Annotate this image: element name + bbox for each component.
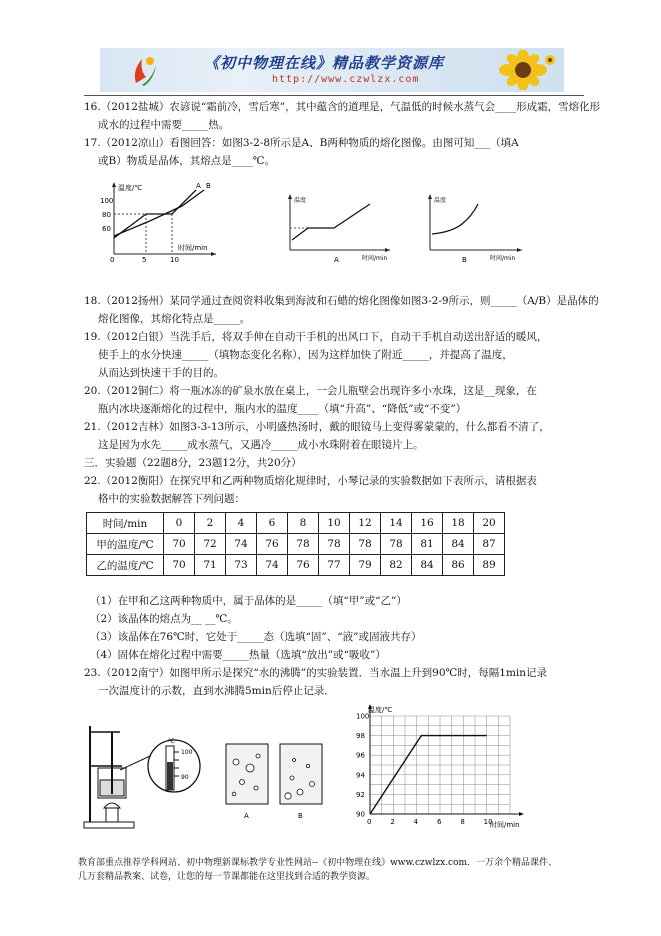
fig3-xlabel: 时间/min	[490, 255, 516, 262]
question-22-part2: （2）该晶体的熔点为__ __℃。	[90, 613, 238, 625]
fig3-ylabel: 温度	[434, 197, 447, 204]
question-22-part3: （3）该晶体在76℃时，它处于_____态（选填“固”、“液”或固液共存）	[90, 631, 422, 643]
table-row-yi: 乙的温度/℃ 70 71 73 74 76 77 79 82 84 86 89	[87, 555, 505, 576]
beakers-ab	[222, 738, 332, 824]
fig1-tick-5: 5	[142, 256, 147, 262]
question-19-line1: 19.（2012白银）当洗手后，将双手伸在自动干手机的出风口下，自动干手机自动送出舒适的暖风，	[84, 331, 548, 343]
banner-title: 《初中物理在线》精品教学资源库	[204, 54, 445, 72]
boil-ytick-94: 94	[356, 771, 365, 780]
question-23-line2: 一次温度计的示数，直到水沸腾5min后停止记录．	[98, 685, 335, 697]
question-16-line1: 16.（2012盐城）农谚说“霜前冷，雪后寒”，其中蕴含的道理是，气温低的时候水蒸气会____形成霜，雪熔化形	[84, 101, 601, 113]
fig1-tick-10: 10	[170, 256, 179, 262]
question-20-line1: 20.（2012铜仁）将一瓶冰冻的矿泉水放在桌上，一会儿瓶壁会出现许多小水珠，这是__现象，在	[84, 385, 537, 397]
question-21-line1: 21.（2012吉林）如图3-3-13所示，小明盛热汤时，戴的眼镜马上变得雾蒙蒙的，什么都看不清了，	[84, 421, 550, 433]
boil-xtick-2: 2	[390, 818, 395, 826]
beaker-b-label: B	[298, 812, 303, 820]
fig1-tick-60: 60	[102, 225, 111, 233]
question-18-line2: 熔化图像，其熔化特点是_____。	[98, 313, 251, 325]
boil-xtick-6: 6	[437, 818, 442, 826]
question-17-line1: 17.（2012凉山）看图回答：如图3-2-8所示是A、B两种物质的熔化图像。由图可知___（填A	[84, 137, 519, 149]
sunflower-icon	[488, 50, 558, 90]
question-19-line2: 使手上的水分快速_____（填物态变化名称），因为这样加快了附近_____，并提高了温度，	[98, 349, 513, 361]
fig2-ylabel: 温度	[294, 197, 307, 204]
table-row-jia: 甲的温度/℃ 70 72 74 76 78 78 78 78 81 84 87	[87, 534, 505, 555]
boil-ylabel: 温度/℃	[368, 706, 393, 714]
fig1-xlabel: 时间/min	[178, 244, 208, 252]
melting-graph-ab	[92, 176, 224, 262]
boil-ytick-92: 92	[356, 790, 365, 799]
question-23-line1: 23.（2012南宁）如图甲所示是探究“水的沸腾”的实验装置．当水温上升到90℃时，每隔1min记录	[84, 667, 548, 679]
thermo-tick-90: 90	[181, 774, 189, 781]
logo-icon	[130, 53, 158, 87]
question-22-line1: 22.（2012衡阳）在探究甲和乙两种物质熔化规律时，小琴记录的实验数据如下表所示，请根据表	[84, 475, 537, 487]
question-18-line1: 18.（2012扬州）某同学通过查阅资料收集到海波和石蜡的熔化图像如图3-2-9所示，则_____（A/B）是晶体的	[84, 295, 599, 307]
fig3-caption: B	[462, 256, 467, 264]
melting-data-table	[86, 512, 505, 576]
fig1-tick-100: 100	[100, 197, 114, 205]
beaker-a-label: A	[244, 812, 249, 820]
question-21-line2: 这是因为水先_____成水蒸气，又遇冷_____成小水珠附着在眼镜片上。	[98, 439, 424, 451]
boil-xtick-4: 4	[413, 818, 419, 826]
banner-url: http://www.czwlzx.com	[272, 74, 420, 85]
footer-line2: 几万套精品教案、试卷，让您的每一节课都能在这里找到合适的教学资源。	[78, 872, 376, 882]
thermo-tick-100: 100	[181, 749, 193, 756]
boil-xtick-8: 8	[460, 818, 465, 826]
question-22-part4: （4）固体在熔化过程中需要_____热量（选填“放出”或“吸收”）	[90, 649, 386, 661]
table-row-time: 时间/min 0 2 4 6 8 10 12 14 16 18 20	[87, 513, 505, 534]
fig2-caption: A	[334, 256, 339, 264]
thermometer-closeup	[146, 730, 202, 802]
question-22-line2: 格中的实验数据解答下列问题：	[98, 493, 245, 505]
footer-line1: 教育部重点推荐学科网站、初中物理新课标教学专业性网站--《初中物理在线》www.czwlzx.com．一万余个精品课件、	[78, 858, 558, 868]
fig1-tick-0: 0	[110, 256, 115, 262]
curve-b-label: B	[206, 182, 211, 190]
boil-ytick-96: 96	[356, 751, 365, 760]
boil-xlabel: 时间/min	[490, 821, 520, 829]
boil-ytick-90: 90	[356, 810, 365, 819]
question-16-line2: 成水的过程中需要_____热。	[98, 119, 230, 131]
boil-xtick-10: 10	[483, 818, 493, 826]
thermo-unit: ℃	[168, 738, 175, 745]
fig2-xlabel: 时间/min	[362, 255, 388, 262]
section-3-heading: 三．实验题（22题8分，23题12分，共20分）	[84, 457, 302, 469]
header-banner	[100, 48, 564, 92]
header-divider	[84, 95, 584, 96]
fig1-tick-80: 80	[102, 211, 111, 219]
question-17-line2: 或B）物质是晶体，其熔点是____℃。	[98, 155, 275, 167]
melting-graph-b	[422, 192, 526, 264]
fig1-ylabel: 温度/℃	[118, 184, 143, 192]
boil-ytick-98: 98	[356, 732, 365, 741]
question-19-line3: 从而达到快速干手的目的。	[98, 367, 224, 379]
curve-a-label: A	[196, 182, 201, 190]
curve-b	[114, 190, 204, 236]
question-22-part1: （1）在甲和乙这两种物质中，属于晶体的是_____（填“甲”或“乙”）	[90, 595, 407, 607]
boiling-graph	[350, 702, 528, 836]
boil-xtick-0: 0	[367, 818, 372, 826]
melting-graph-a	[278, 192, 396, 264]
boil-ytick-100: 100	[356, 712, 370, 721]
question-20-line2: 瓶内冰块逐渐熔化的过程中，瓶内水的温度____（填“升高”、“降低”或“不变”）	[98, 403, 467, 415]
